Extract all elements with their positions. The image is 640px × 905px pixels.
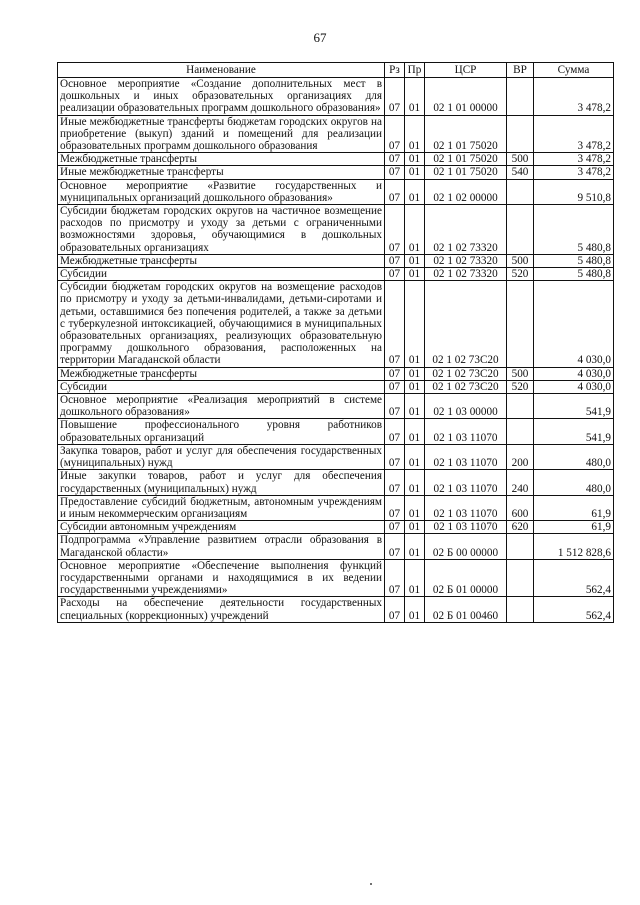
cell-csr: 02 1 03 11070	[425, 444, 507, 469]
cell-vr	[507, 394, 534, 419]
cell-vr	[507, 179, 534, 204]
cell-rz: 07	[385, 254, 405, 267]
table-row	[58, 470, 614, 495]
cell-pr: 01	[405, 268, 425, 281]
table-row	[58, 268, 614, 281]
cell-name: Субсидии бюджетам городских округов на возмещение расходов по присмотру и уходу за детьми-инвалидами, детьми-сиротами и детьми, оставшимися без попечения родителей, а также за детьми с туберкулезной интоксикацией, обучающимися в муниципальных образовательных организациях, реализующих образовательную программу дошкольного образования, расположенных на территории Магаданской области	[58, 281, 385, 367]
cell-pr: 01	[405, 367, 425, 380]
cell-csr: 02 Б 01 00000	[425, 559, 507, 597]
cell-pr: 01	[405, 394, 425, 419]
cell-sum: 562,4	[534, 559, 614, 597]
cell-vr	[507, 205, 534, 255]
cell-rz: 07	[385, 166, 405, 179]
cell-pr: 01	[405, 419, 425, 444]
cell-rz: 07	[385, 281, 405, 367]
cell-rz: 07	[385, 470, 405, 495]
scan-speck	[370, 883, 372, 885]
cell-pr: 01	[405, 380, 425, 393]
cell-sum: 3 478,2	[534, 115, 614, 153]
table-row	[58, 281, 614, 367]
cell-csr: 02 1 01 75020	[425, 166, 507, 179]
cell-vr: 500	[507, 367, 534, 380]
cell-rz: 07	[385, 179, 405, 204]
cell-vr	[507, 559, 534, 597]
cell-rz: 07	[385, 559, 405, 597]
cell-sum: 61,9	[534, 495, 614, 520]
cell-name: Межбюджетные трансферты	[58, 367, 385, 380]
cell-pr: 01	[405, 470, 425, 495]
header-rz: Рз	[385, 63, 405, 78]
table-row	[58, 153, 614, 166]
cell-name: Субсидии бюджетам городских округов на частичное возмещение расходов по присмотру и уходу за детьми с ограниченными возможностями здоровья, обучающимися в дошкольных образовательных организациях	[58, 205, 385, 255]
cell-sum: 3 478,2	[534, 78, 614, 116]
cell-csr: 02 1 02 73320	[425, 254, 507, 267]
cell-pr: 01	[405, 444, 425, 469]
cell-pr: 01	[405, 281, 425, 367]
cell-pr: 01	[405, 166, 425, 179]
table-row	[58, 78, 614, 116]
cell-pr: 01	[405, 205, 425, 255]
cell-pr: 01	[405, 534, 425, 559]
cell-sum: 3 478,2	[534, 153, 614, 166]
cell-rz: 07	[385, 521, 405, 534]
cell-vr: 200	[507, 444, 534, 469]
cell-rz: 07	[385, 205, 405, 255]
cell-sum: 61,9	[534, 521, 614, 534]
cell-csr: 02 1 03 00000	[425, 394, 507, 419]
cell-pr: 01	[405, 495, 425, 520]
cell-vr	[507, 534, 534, 559]
cell-sum: 5 480,8	[534, 254, 614, 267]
cell-sum: 4 030,0	[534, 380, 614, 393]
cell-sum: 5 480,8	[534, 205, 614, 255]
cell-name: Повышение профессионального уровня работников образовательных организаций	[58, 419, 385, 444]
cell-name: Субсидии автономным учреждениям	[58, 521, 385, 534]
cell-vr: 520	[507, 380, 534, 393]
budget-table	[57, 62, 614, 623]
cell-vr	[507, 78, 534, 116]
header-csr: ЦСР	[425, 63, 507, 78]
cell-rz: 07	[385, 495, 405, 520]
cell-sum: 562,4	[534, 597, 614, 622]
cell-pr: 01	[405, 179, 425, 204]
table-row	[58, 205, 614, 255]
cell-name: Иные закупки товаров, работ и услуг для обеспечения государственных (муниципальных) нужд	[58, 470, 385, 495]
cell-name: Закупка товаров, работ и услуг для обеспечения государственных (муниципальных) нужд	[58, 444, 385, 469]
table-row	[58, 597, 614, 622]
cell-rz: 07	[385, 444, 405, 469]
cell-sum: 541,9	[534, 394, 614, 419]
table-row	[58, 115, 614, 153]
table-row	[58, 495, 614, 520]
table-row	[58, 254, 614, 267]
cell-name: Основное мероприятие «Создание дополнительных мест в дошкольных и иных образовательных организациях для реализации образовательных программ дошкольного образования»	[58, 78, 385, 116]
cell-sum: 541,9	[534, 419, 614, 444]
cell-sum: 1 512 828,6	[534, 534, 614, 559]
cell-name: Расходы на обеспечение деятельности государственных специальных (коррекционных) учреждений	[58, 597, 385, 622]
table-row	[58, 367, 614, 380]
cell-name: Субсидии	[58, 380, 385, 393]
cell-pr: 01	[405, 597, 425, 622]
table-row	[58, 419, 614, 444]
cell-name: Основное мероприятие «Развитие государственных и муниципальных организаций дошкольного образования»	[58, 179, 385, 204]
cell-pr: 01	[405, 115, 425, 153]
cell-sum: 5 480,8	[534, 268, 614, 281]
table-row	[58, 380, 614, 393]
cell-rz: 07	[385, 380, 405, 393]
cell-sum: 480,0	[534, 444, 614, 469]
cell-sum: 3 478,2	[534, 166, 614, 179]
table-header-row	[58, 63, 614, 78]
cell-rz: 07	[385, 153, 405, 166]
cell-name: Межбюджетные трансферты	[58, 254, 385, 267]
cell-sum: 4 030,0	[534, 367, 614, 380]
cell-sum: 9 510,8	[534, 179, 614, 204]
cell-csr: 02 1 02 73С20	[425, 281, 507, 367]
cell-vr: 540	[507, 166, 534, 179]
cell-csr: 02 1 02 73С20	[425, 380, 507, 393]
cell-rz: 07	[385, 78, 405, 116]
header-sum: Сумма	[534, 63, 614, 78]
cell-csr: 02 Б 01 00460	[425, 597, 507, 622]
cell-csr: 02 1 03 11070	[425, 495, 507, 520]
cell-rz: 07	[385, 597, 405, 622]
cell-vr: 500	[507, 254, 534, 267]
header-pr: Пр	[405, 63, 425, 78]
table-row	[58, 559, 614, 597]
cell-csr: 02 1 02 73320	[425, 268, 507, 281]
cell-vr	[507, 281, 534, 367]
cell-rz: 07	[385, 534, 405, 559]
cell-vr: 500	[507, 153, 534, 166]
cell-csr: 02 1 02 73320	[425, 205, 507, 255]
cell-name: Субсидии	[58, 268, 385, 281]
cell-vr	[507, 419, 534, 444]
cell-name: Иные межбюджетные трансферты	[58, 166, 385, 179]
table-row	[58, 179, 614, 204]
table-row	[58, 166, 614, 179]
table-row	[58, 394, 614, 419]
cell-pr: 01	[405, 78, 425, 116]
cell-name: Подпрограмма «Управление развитием отрасли образования в Магаданской области»	[58, 534, 385, 559]
cell-csr: 02 1 02 73С20	[425, 367, 507, 380]
table-row	[58, 444, 614, 469]
cell-pr: 01	[405, 559, 425, 597]
cell-rz: 07	[385, 367, 405, 380]
table-row	[58, 521, 614, 534]
cell-name: Иные межбюджетные трансферты бюджетам городских округов на приобретение (выкуп) зданий и помещений для реализации образовательных программ дошкольного образования	[58, 115, 385, 153]
cell-name: Предоставление субсидий бюджетным, автономным учреждениям и иным некоммерческим организациям	[58, 495, 385, 520]
cell-vr: 600	[507, 495, 534, 520]
cell-vr: 520	[507, 268, 534, 281]
cell-sum: 4 030,0	[534, 281, 614, 367]
cell-csr: 02 1 01 75020	[425, 115, 507, 153]
cell-pr: 01	[405, 254, 425, 267]
cell-name: Межбюджетные трансферты	[58, 153, 385, 166]
cell-sum: 480,0	[534, 470, 614, 495]
cell-csr: 02 1 03 11070	[425, 470, 507, 495]
cell-rz: 07	[385, 268, 405, 281]
cell-name: Основное мероприятие «Обеспечение выполнения функций государственными органами и находящимися в их ведении государственными учреждениями»	[58, 559, 385, 597]
cell-pr: 01	[405, 153, 425, 166]
cell-rz: 07	[385, 419, 405, 444]
cell-vr	[507, 597, 534, 622]
page-number: 67	[313, 30, 327, 45]
cell-csr: 02 1 03 11070	[425, 521, 507, 534]
cell-csr: 02 1 01 00000	[425, 78, 507, 116]
cell-vr	[507, 115, 534, 153]
header-vr: ВР	[507, 63, 534, 78]
cell-csr: 02 1 01 75020	[425, 153, 507, 166]
cell-rz: 07	[385, 394, 405, 419]
cell-pr: 01	[405, 521, 425, 534]
cell-csr: 02 Б 00 00000	[425, 534, 507, 559]
header-name: Наименование	[58, 63, 385, 78]
cell-rz: 07	[385, 115, 405, 153]
cell-vr: 240	[507, 470, 534, 495]
cell-csr: 02 1 02 00000	[425, 179, 507, 204]
table-row	[58, 534, 614, 559]
cell-name: Основное мероприятие «Реализация мероприятий в системе дошкольного образования»	[58, 394, 385, 419]
cell-csr: 02 1 03 11070	[425, 419, 507, 444]
cell-vr: 620	[507, 521, 534, 534]
